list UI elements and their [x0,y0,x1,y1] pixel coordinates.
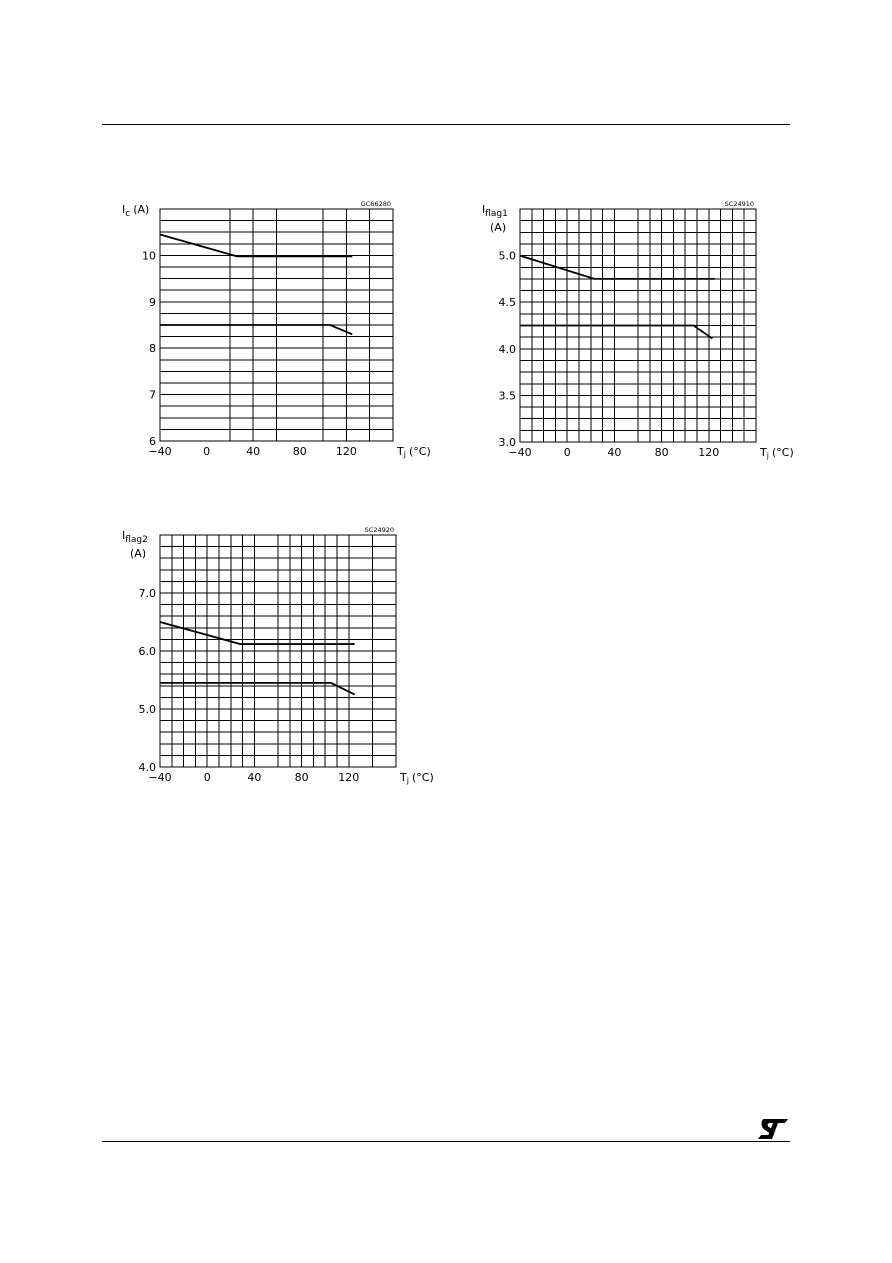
x-tick-label: 80 [654,446,669,459]
header-rule [102,124,790,125]
x-axis-label-main: T [400,771,407,784]
x-axis-label-sub: j [766,451,769,460]
y-axis-label-unit: (A) [130,547,147,560]
y-tick-label: 7.0 [138,587,156,600]
x-axis-label-main: T [760,446,767,459]
x-tick-label: 80 [294,771,309,784]
chart-iflag1-vs-tj [470,196,794,471]
y-axis-label-sub: flag2 [125,535,148,545]
x-tick-label: −40 [508,446,532,459]
y-tick-label: 8 [149,342,156,356]
figure-code: SC24910 [724,200,754,208]
x-tick-label: 120 [335,445,357,458]
x-tick-label: 40 [607,446,622,459]
x-tick-label: 0 [203,771,211,784]
y-axis-label-sub: c [125,209,131,219]
y-axis-label-unit: (A) [490,221,507,234]
figure-code: GC66280 [360,200,391,208]
y-axis-label [122,529,148,545]
y-tick-label: 9 [149,295,156,309]
y-tick-label: 4.0 [138,761,156,774]
y-axis-label [122,203,149,219]
st-logo-icon [756,1117,790,1141]
y-tick-label: 6 [149,435,156,448]
y-axis-label-unit: (A) [133,203,150,216]
chart-ic-vs-tj [110,196,431,471]
x-tick-label: 120 [698,446,720,459]
y-axis-label [482,203,508,219]
x-tick-label: −40 [148,771,172,784]
x-tick-label: 40 [247,771,262,784]
x-tick-label: 120 [338,771,360,784]
x-axis-label-unit: (°C) [408,445,431,458]
series-line-2 [520,326,712,339]
x-tick-label: 0 [563,446,571,459]
y-axis-label-main: I [122,529,126,542]
y-tick-label: 4.5 [498,296,516,310]
x-tick-label: 0 [203,445,211,458]
x-tick-label: −40 [148,445,172,458]
y-tick-label: 3.0 [498,436,516,449]
y-axis-label-main: I [482,203,486,216]
y-tick-label: 3.5 [498,389,516,403]
y-tick-label: 5.0 [498,249,516,263]
y-tick-label: 5.0 [138,703,156,716]
x-axis-label-main: T [397,445,404,458]
footer-rule [102,1141,790,1142]
x-axis-label [759,446,794,460]
figure-code: SC24920 [364,526,394,534]
x-tick-label: 80 [292,445,307,458]
y-axis-label-main: I [122,203,126,216]
x-axis-label [399,771,434,785]
y-tick-label: 7 [149,388,156,402]
x-axis-label-unit: (°C) [411,771,434,784]
chart-iflag2-vs-tj [110,520,434,795]
x-axis-label-sub: j [406,776,409,785]
x-axis-label-unit: (°C) [771,446,794,459]
y-tick-label: 10 [142,249,156,263]
x-axis-label-sub: j [403,450,406,459]
y-tick-label: 6.0 [138,645,156,658]
y-axis-label-sub: flag1 [485,209,508,219]
y-tick-label: 4.0 [498,342,516,356]
x-axis-label [396,445,431,459]
x-tick-label: 40 [246,445,261,458]
